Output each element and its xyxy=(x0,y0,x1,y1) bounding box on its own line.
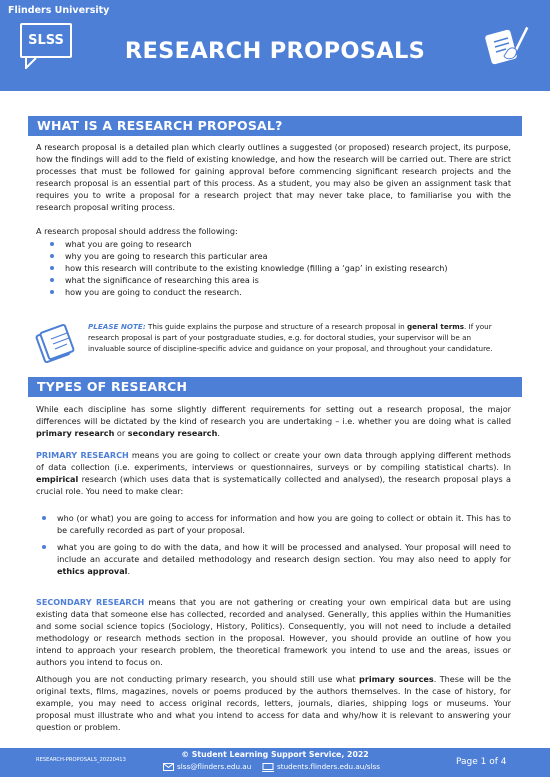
primary-research-heading: PRIMARY RESEARCH xyxy=(36,450,129,460)
university-name: Flinders University xyxy=(8,5,110,16)
secondary-research-paragraph xyxy=(36,596,511,669)
list-item: why you are going to research this particular area xyxy=(48,250,508,262)
email-icon xyxy=(163,763,174,771)
section-heading-text: WHAT IS A RESEARCH PROPOSAL? xyxy=(37,118,283,133)
paragraph-text: While each discipline has some slightly different requirements for setting out a research proposal, the major differences will be dictated by the kind of research you are undertaking – i.e. whether you are doing what is called xyxy=(36,404,511,427)
page-title: RESEARCH PROPOSALS xyxy=(124,38,426,64)
paragraph-text: . These will be the original texts, films, magazines, novels or poems produced by the authors themselves. In the case of history, for example, you may need to access original records, letters, journals, diaries, shipping logs or museums. Your proposal must illustrate who and what you intend to access for data and why/how it is relevant to answering your question or problem. xyxy=(36,674,511,733)
header-banner xyxy=(0,0,550,91)
paragraph-text: research (which uses data that is systematically collected and analysed), the research proposal plays a crucial role. You need to make clear: xyxy=(36,474,511,497)
hand-writing-pen-icon xyxy=(482,20,530,68)
list-item: how you are going to conduct the research. xyxy=(48,286,508,298)
types-intro-paragraph xyxy=(36,403,511,439)
secondary-research-term: secondary research xyxy=(127,428,218,439)
primary-sources-paragraph xyxy=(36,673,511,733)
paragraph-text: Although you are not conducting primary research, you should still use what xyxy=(36,674,360,684)
page-number: Page 1 of 4 xyxy=(456,757,507,767)
list-item-text: what you are going to do with the data, and how it will be processed and analysed. Your proposal will need to include an accurate and detailed methodology and research design section. You may also need to apply for xyxy=(57,542,511,565)
paragraph-text: or xyxy=(114,428,128,439)
please-note-box xyxy=(88,321,506,355)
footer xyxy=(0,748,550,777)
primary-research-paragraph xyxy=(36,449,511,497)
section-heading-text: TYPES OF RESEARCH xyxy=(37,379,188,394)
note-text: . If your research proposal is part of your postgraduate studies, e.g. for doctoral studies, your supervisor will be an invaluable source of discipline-specific advice and guidance on your proposal, and throughout your candidature. xyxy=(88,322,493,354)
paragraph-text: means you are going to collect or create your own data through applying different methods of data collection (i.e. experiments, interviews or questionnaires, surveys or by compiling statistical charts). In xyxy=(36,450,512,473)
notebook-icon xyxy=(34,323,78,363)
list-item-text: . xyxy=(127,566,131,577)
website-link[interactable]: students.flinders.edu.au/slss xyxy=(277,762,380,771)
intro-paragraph: A research proposal is a detailed plan which clearly outlines a suggested (or proposed) research project, its purpose, how the findings will add to the field of existing knowledge, and how the research will be carried out. There are strict processes that must be followed for gaining approval before commencing significant research projects and the research proposal is an essential part of this process. As a student, you may also be given an assignment task that requires you to write a proposal for a research project that may never take place, to familiarise you with the research proposal writing process. xyxy=(36,142,511,213)
list-item: who (or what) you are going to access for information and how you are going to collect or obtain it. This has to be carefully recorded as part of your proposal. xyxy=(40,512,511,536)
list-item: what the significance of researching this area is xyxy=(48,274,508,286)
slss-logo-text: SLSS xyxy=(28,33,64,48)
section-heading-what-is xyxy=(28,116,522,136)
list-item xyxy=(40,541,511,577)
list-item: how this research will contribute to the existing knowledge (filling a ‘gap’ in existing research) xyxy=(48,262,508,274)
address-list xyxy=(48,238,508,298)
primary-research-term: primary research xyxy=(36,428,115,439)
note-text: This guide explains the purpose and structure of a research proposal in xyxy=(145,322,408,331)
please-note-label: PLEASE NOTE: xyxy=(88,322,146,331)
note-emphasis: general terms xyxy=(407,322,465,331)
secondary-research-heading: SECONDARY RESEARCH xyxy=(36,597,145,607)
paragraph-text: . xyxy=(217,428,220,439)
document-id: RESEARCH-PROPOSALS_20220413 xyxy=(36,757,126,763)
computer-icon xyxy=(262,763,274,772)
section-heading-types xyxy=(28,377,522,397)
ethics-approval-term: ethics approval xyxy=(57,566,128,577)
empirical-term: empirical xyxy=(36,474,79,485)
list-item: what you are going to research xyxy=(48,238,508,250)
copyright: © Student Learning Support Service, 2022 xyxy=(181,750,369,759)
paragraph-text: means that you are not gathering or creating your own empirical data but are using existing data that someone else has collected, recorded and analysed. Generally, this applies within the Humanities and some social science topics (Sociology, History, Politics). Consequently, you will not need to include a detailed methodology or research methods section in the proposal. However, you should provide an outline of how you intend to approach your research problem, the theoretical framework you intend to use and the areas, issues or authors you intend to focus on. xyxy=(36,597,512,668)
primary-sources-term: primary sources xyxy=(359,674,434,684)
email-link[interactable]: slss@flinders.edu.au xyxy=(177,762,252,771)
primary-research-list xyxy=(40,512,511,577)
address-intro: A research proposal should address the following: xyxy=(36,226,238,236)
